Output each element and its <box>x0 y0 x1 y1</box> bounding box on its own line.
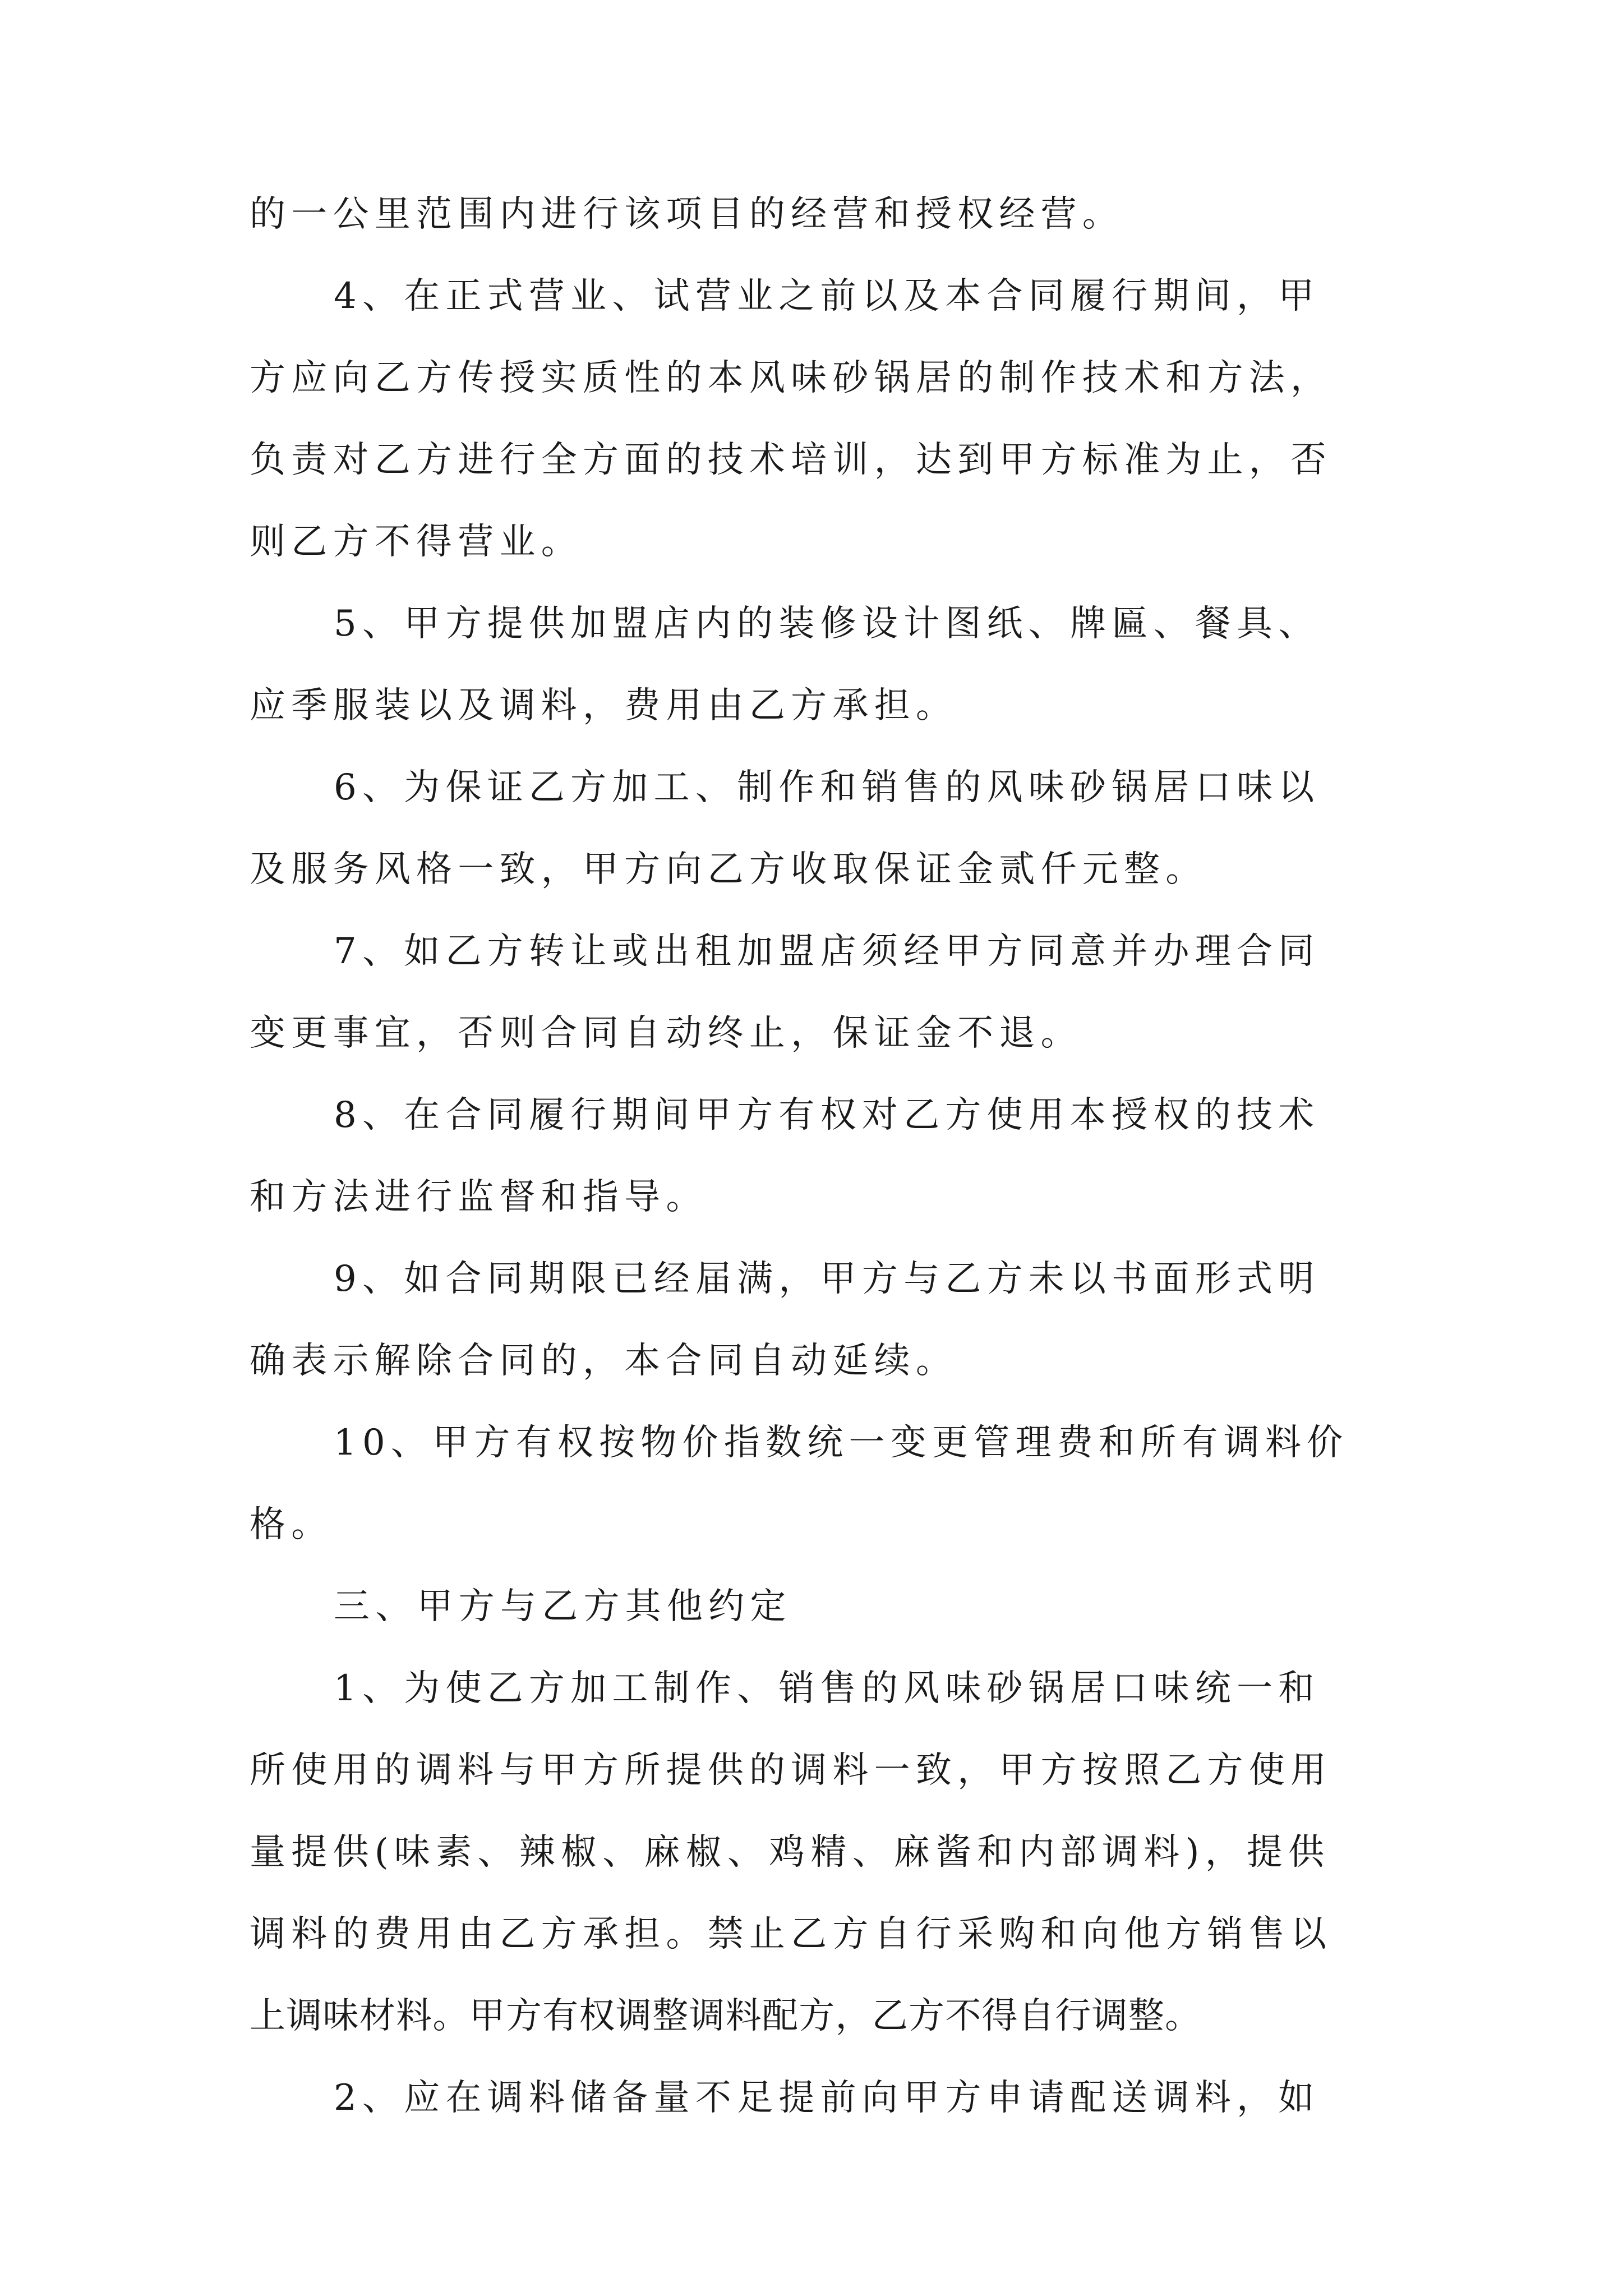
text-line: 应季服装以及调料，费用由乙方承担。 <box>250 685 958 726</box>
text-line: 及服务风格一致，甲方向乙方收取保证金贰仟元整。 <box>250 849 1207 890</box>
text-line: 方应向乙方传授实质性的本风味砂锅居的制作技术和方法， <box>250 357 1332 399</box>
clause-6-line-1: 6、为保证乙方加工、制作和销售的风味砂锅居口味以 <box>334 767 1320 808</box>
text-line: 调料的费用由乙方承担。禁止乙方自行采购和向他方销售以 <box>250 1913 1332 1955</box>
text-line: 负责对乙方进行全方面的技术培训，达到甲方标准为止，否 <box>250 439 1332 481</box>
text-line: 和方法进行监督和指导。 <box>250 1176 708 1218</box>
text-line: 的一公里范围内进行该项目的经营和授权经营。 <box>250 194 1124 235</box>
text-line: 所使用的调料与甲方所提供的调料一致，甲方按照乙方使用 <box>250 1750 1332 1791</box>
clause-4-line-1: 4、在正式营业、试营业之前以及本合同履行期间，甲 <box>334 275 1320 317</box>
section3-clause-1-line-1: 1、为使乙方加工制作、销售的风味砂锅居口味统一和 <box>334 1668 1320 1709</box>
text-line: 上调味材料。甲方有权调整调料配方，乙方不得自行调整。 <box>250 1995 1202 2037</box>
section3-clause-2-line-1: 2、应在调料储备量不足提前向甲方申请配送调料，如 <box>334 2077 1320 2119</box>
clause-5-line-1: 5、甲方提供加盟店内的装修设计图纸、牌匾、餐具、 <box>334 603 1320 645</box>
clause-8-line-1: 8、在合同履行期间甲方有权对乙方使用本授权的技术 <box>334 1094 1320 1136</box>
text-line: 变更事宜，否则合同自动终止，保证金不退。 <box>250 1013 1082 1054</box>
text-line: 量提供(味素、辣椒、麻椒、鸡精、麻酱和内部调料)，提供 <box>250 1832 1330 1873</box>
text-line: 确表示解除合同的，本合同自动延续。 <box>250 1340 958 1382</box>
section-heading: 三、甲方与乙方其他约定 <box>334 1586 792 1627</box>
document-body <box>250 196 1382 2162</box>
text-line: 格。 <box>250 1504 333 1545</box>
clause-10-line-1: 10、甲方有权按物价指数统一变更管理费和所有调料价 <box>334 1422 1349 1464</box>
clause-9-line-1: 9、如合同期限已经届满，甲方与乙方未以书面形式明 <box>334 1258 1320 1300</box>
text-line: 则乙方不得营业。 <box>250 521 583 563</box>
clause-7-line-1: 7、如乙方转让或出租加盟店须经甲方同意并办理合同 <box>334 931 1320 972</box>
